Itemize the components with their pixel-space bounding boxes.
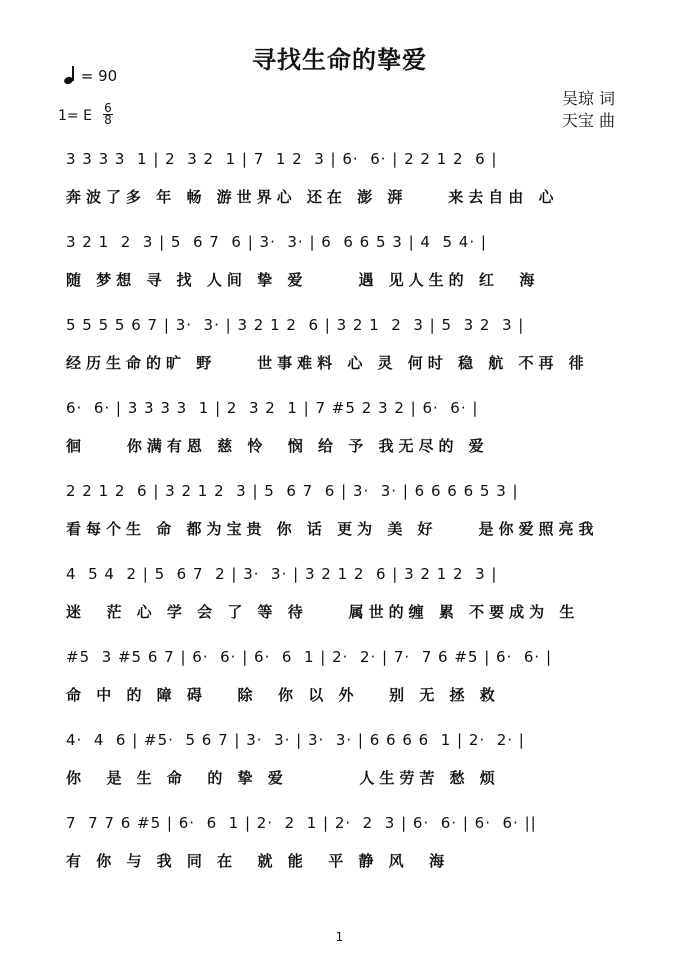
- song-title: 寻找生命的挚爱: [252, 46, 427, 74]
- lyrics-line: 命 中 的 障 碍 除 你 以 外 别 无 拯 救: [66, 686, 500, 704]
- time-signature-bottom: 8: [104, 113, 112, 127]
- notation-line: 4· 4 6 | #5· 5 6 7 | 3· 3· | 3· 3· | 6 6 6 6 1 | 2· 2· |: [66, 731, 525, 749]
- lyrics-line: 迷 茫 心 学 会 了 等 待 属世的缠 累 不要成为 生: [66, 603, 580, 621]
- composer-credit: 天宝 曲: [561, 111, 615, 130]
- lyrics-line: 奔波了多 年 畅 游世界心 还在 澎 湃 来去自由 心: [66, 188, 559, 206]
- music-system-1: [66, 150, 626, 207]
- notation-line: 5 5 5 5 6 7 | 3· 3· | 3 2 1 2 6 | 3 2 1 2 3 | 5 3 2 3 |: [66, 316, 525, 334]
- lyrics-line: 徊 你满有恩 慈 怜 悯 给 予 我无尽的 爱: [66, 437, 489, 455]
- lyrics-line: 看每个生 命 都为宝贵 你 话 更为 美 好 是你爱照亮我: [66, 520, 599, 538]
- notation-line: 3 2 1 2 3 | 5 6 7 6 | 3· 3· | 6 6 6 5 3 | 4 5 4· |: [66, 233, 487, 251]
- lyrics-line: 经历生命的旷 野 世事难料 心 灵 何时 稳 航 不再 徘: [66, 354, 589, 372]
- music-system-2: [66, 233, 626, 290]
- music-system-9: [66, 814, 626, 871]
- page-number: 1: [335, 930, 344, 944]
- lyrics-line: 有 你 与 我 同 在 就 能 平 静 风 海: [66, 852, 450, 870]
- music-system-5: [66, 482, 626, 539]
- notation-line: #5 3 #5 6 7 | 6· 6· | 6· 6 1 | 2· 2· | 7· 7 6 #5 | 6· 6· |: [66, 648, 552, 666]
- time-signature: [103, 103, 113, 126]
- key-signature: 1= E: [58, 108, 92, 124]
- quarter-note-icon: [64, 66, 76, 84]
- credits: [562, 88, 615, 132]
- notation-line: 3 3 3 3 1 | 2 3 2 1 | 7 1 2 3 | 6· 6· | 2 2 1 2 6 |: [66, 150, 498, 168]
- tempo-marking: [64, 66, 117, 85]
- music-system-6: [66, 565, 626, 622]
- music-system-4: [66, 399, 626, 456]
- lyrics-line: 你 是 生 命 的 挚 爱 人生劳苦 愁 烦: [66, 769, 500, 787]
- notation-line: 2 2 1 2 6 | 3 2 1 2 3 | 5 6 7 6 | 3· 3· | 6 6 6 6 5 3 |: [66, 482, 519, 500]
- music-system-3: [66, 316, 626, 373]
- tempo-value: = 90: [80, 67, 118, 85]
- time-signature-top: 6: [104, 101, 112, 115]
- notation-line: 6· 6· | 3 3 3 3 1 | 2 3 2 1 | 7 #5 2 3 2 | 6· 6· |: [66, 399, 479, 417]
- notation-line: 7 7 7 6 #5 | 6· 6 1 | 2· 2 1 | 2· 2 3 | 6· 6· | 6· 6· ||: [66, 814, 537, 832]
- music-system-8: [66, 731, 626, 788]
- music-system-7: [66, 648, 626, 705]
- lyricist-credit: 吴琼 词: [561, 89, 615, 108]
- lyrics-line: 随 梦想 寻 找 人间 挚 爱 遇 见人生的 红 海: [66, 271, 540, 289]
- notation-line: 4 5 4 2 | 5 6 7 2 | 3· 3· | 3 2 1 2 6 | 3 2 1 2 3 |: [66, 565, 498, 583]
